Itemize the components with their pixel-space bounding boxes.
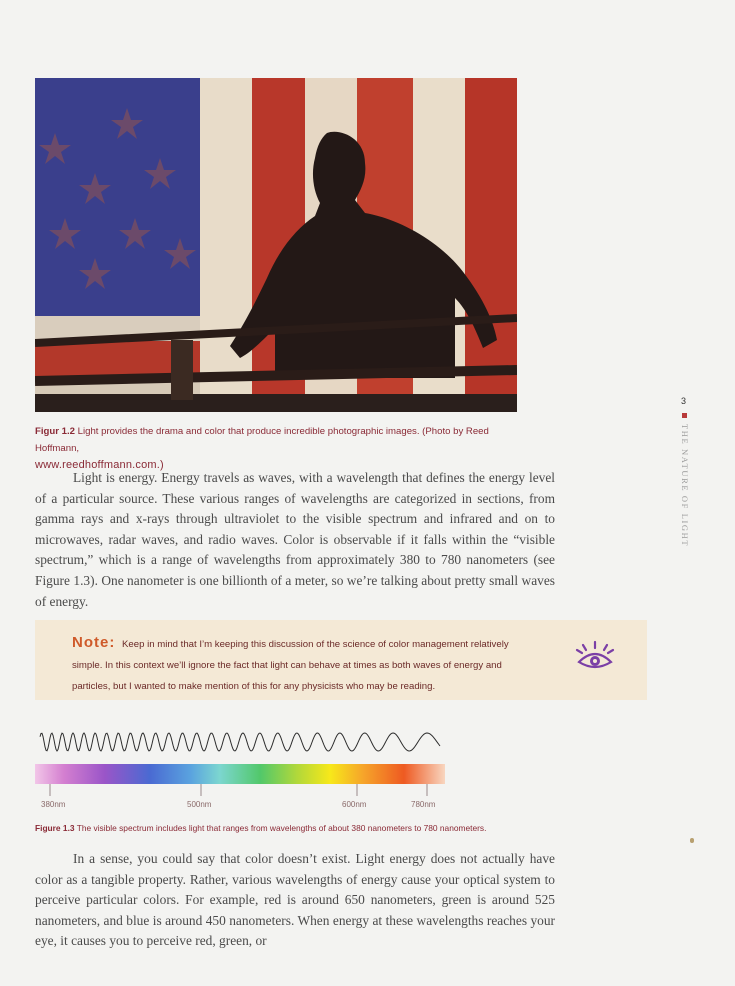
sidebar-marker (682, 413, 687, 418)
eye-icon (575, 640, 615, 679)
figure-1-2-text: Light provides the drama and color that produce incredible photographic images. (Photo by Reed Hoffmann, (35, 426, 489, 454)
tick-label-500: 500nm (187, 800, 212, 809)
figure-1-2-label: Figur 1.2 (35, 426, 75, 437)
page-speck (690, 838, 694, 843)
page-number: 3 (681, 396, 687, 406)
tick-label-780: 780nm (411, 800, 436, 809)
paragraph-1-text: Light is energy. Energy travels as waves, with a wavelength that defines the energy level of a particular source. These various ranges of wavelengths are categorized in sections, from gamma rays and x-rays through ultraviolet to the visible spectrum and infrared and on to microwaves, radar waves, and radio waves. Color is observable if it falls within the “visible spectrum,” which is a range of wavelengths from approximately 380 to 780 nanometers (see Figure 1.3). One nanometer is one billionth of a meter, so we’re talking about pretty small waves of energy. (35, 470, 555, 609)
figure-1-3-label: Figure 1.3 (35, 823, 75, 833)
figure-1-3-spectrum (35, 722, 465, 812)
figure-1-3-caption (35, 823, 635, 833)
figure-1-2-photo (35, 78, 517, 412)
chapter-title: THE NATURE OF LIGHT (680, 424, 690, 548)
tick-label-600: 600nm (342, 800, 367, 809)
note-body (72, 632, 512, 697)
figure-1-2-url: www.reedhoffmann.com.) (35, 459, 164, 471)
note-label: Note: (72, 634, 116, 651)
body-paragraph-2 (35, 849, 555, 952)
paragraph-2-text: In a sense, you could say that color doesn’t exist. Light energy does not actually have color as a tangible property. Rather, various wavelengths of energy cause your optical system to perceive particular colors. For example, red is around 650 nanometers, green is around 525 nanometers, and blue is around 450 nanometers. When energy at these wavelengths reaches your eye, it causes you to perceive red, green, or (35, 851, 555, 949)
tick-label-380: 380nm (41, 800, 66, 809)
body-paragraph-1 (35, 468, 555, 612)
figure-1-2-caption (35, 423, 535, 474)
figure-1-3-text: The visible spectrum includes light that ranges from wavelengths of about 380 nanometers to 780 nanometers. (76, 823, 487, 833)
note-text: Keep in mind that I’m keeping this discussion of the science of color management relatively simple. In this context we’ll ignore the fact that light can behave at times as both waves of energy and particles, but I wanted to make mention of this for any physicists who may be reading. (72, 639, 509, 692)
spectrum-diagram (35, 722, 465, 802)
note-box (35, 620, 647, 700)
